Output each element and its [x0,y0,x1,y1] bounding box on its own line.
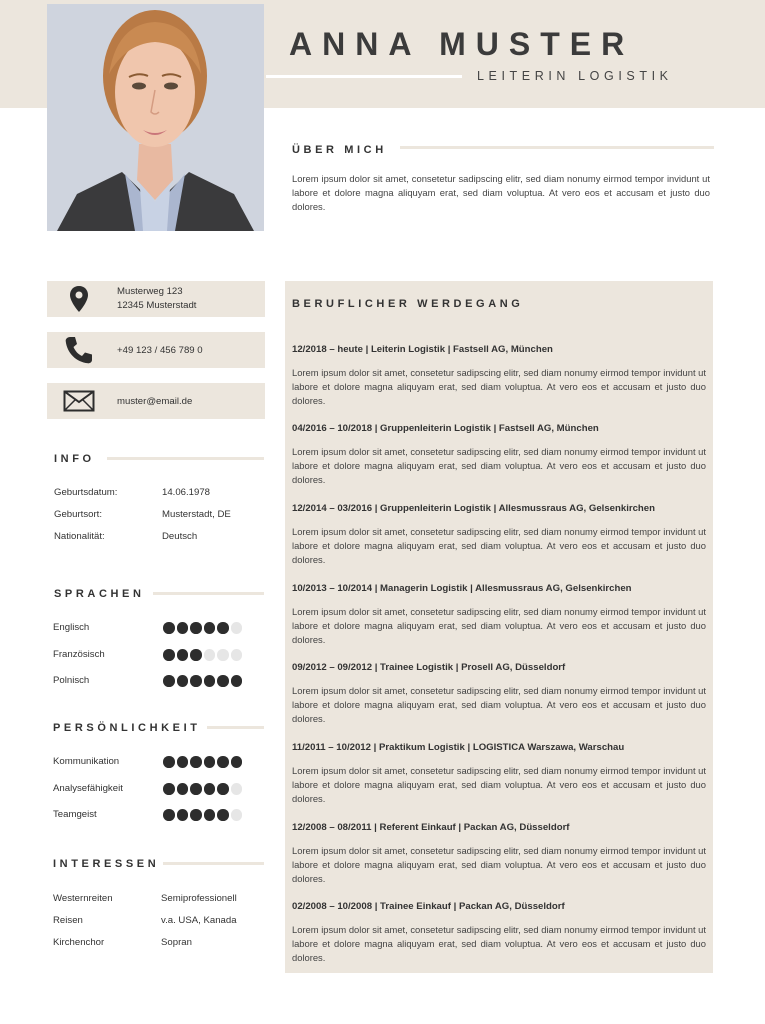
skill-rating [163,809,242,821]
personality-heading: PERSÖNLICHKEIT [53,722,201,734]
career-entry [292,344,706,408]
language-row: Polnisch [53,675,268,689]
career-entry-text: Lorem ipsum dolor sit amet, consetetur sadipscing elitr, sed diam nonumy eirmod tempor invidunt ut labore et dolore magna aliquyam erat, sed diam voluptua. At vero eos et accusam et justo duo dolores. [292,446,706,485]
career-entry-text: Lorem ipsum dolor sit amet, consetetur sadipscing elitr, sed diam nonumy eirmod tempor invidunt ut labore et dolore magna aliquyam erat, sed diam voluptua. At vero eos et accusam et justo duo dolores. [292,526,706,565]
career-entry-title: 12/2008 – 08/2011 | Referent Einkauf | Packan AG, Düsseldorf [292,822,570,833]
career-entry [292,662,706,726]
rating-dot-empty [217,649,229,661]
rating-dot-filled [177,675,189,687]
skill-rating [163,756,242,768]
about-heading: ÜBER MICH [292,144,387,156]
career-entry-title: 12/2018 – heute | Leiterin Logistik | Fastsell AG, München [292,344,553,355]
rating-dot-filled [204,809,216,821]
rating-dot-filled [177,756,189,768]
rating-dot-filled [163,675,175,687]
career-entry-title: 02/2008 – 10/2008 | Trainee Einkauf | Packan AG, Düsseldorf [292,901,565,912]
title-divider [266,75,462,78]
rating-dot-filled [190,675,202,687]
career-entry-title: 09/2012 – 09/2012 | Trainee Logistik | Prosell AG, Düsseldorf [292,662,566,673]
career-entry [292,583,706,647]
rating-dot-empty [231,783,243,795]
rating-dot-filled [231,675,243,687]
rating-dot-filled [177,783,189,795]
rating-dot-filled [204,783,216,795]
career-entry-text: Lorem ipsum dolor sit amet, consetetur sadipscing elitr, sed diam nonumy eirmod tempor invidunt ut labore et dolore magna aliquyam erat, sed diam voluptua. At vero eos et accusam et justo duo dolores. [292,685,706,724]
rating-dot-filled [177,809,189,821]
career-entry [292,503,706,567]
info-heading-rule [107,457,264,460]
rating-dot-empty [231,622,243,634]
language-row: Französisch [53,649,268,663]
rating-dot-filled [217,809,229,821]
career-entry-title: 11/2011 – 10/2012 | Praktikum Logistik | LOGISTICA Warszawa, Warschau [292,742,625,753]
contact-address [47,281,265,317]
interest-row: Kirchenchor Sopran [53,937,192,948]
languages-heading-rule [153,592,264,595]
rating-dot-filled [163,783,175,795]
career-entry-title: 10/2013 – 10/2014 | Managerin Logistik | Allesmussraus AG, Gelsenkirchen [292,583,632,594]
rating-dot-filled [163,622,175,634]
rating-dot-filled [163,649,175,661]
rating-dot-empty [204,649,216,661]
rating-dot-empty [231,809,243,821]
rating-dot-filled [190,809,202,821]
rating-dot-filled [204,675,216,687]
rating-dot-filled [163,756,175,768]
rating-dot-filled [217,756,229,768]
rating-dot-filled [177,649,189,661]
rating-dot-filled [190,622,202,634]
rating-dot-filled [177,622,189,634]
rating-dot-filled [217,783,229,795]
career-entry-text: Lorem ipsum dolor sit amet, consetetur sadipscing elitr, sed diam nonumy eirmod tempor invidunt ut labore et dolore magna aliquyam erat, sed diam voluptua. At vero eos et accusam et justo duo dolores. [292,845,706,884]
career-entry [292,423,706,487]
personality-heading-rule [207,726,264,729]
rating-dot-filled [231,756,243,768]
contact-phone [47,332,265,368]
languages-heading: SPRACHEN [54,588,145,600]
career-entry-title: 12/2014 – 03/2016 | Gruppenleiterin Logistik | Allesmussraus AG, Gelsenkirchen [292,503,655,514]
career-entry-text: Lorem ipsum dolor sit amet, consetetur sadipscing elitr, sed diam nonumy eirmod tempor invidunt ut labore et dolore magna aliquyam erat, sed diam voluptua. At vero eos et accusam et justo duo dolores. [292,367,706,406]
info-row: Geburtsdatum: 14.06.1978 [54,487,211,498]
skill-rating [163,649,242,661]
location-pin-icon [61,285,97,313]
personality-row: Analysefähigkeit [53,783,268,797]
job-title: LEITERIN LOGISTIK [477,69,673,83]
about-heading-rule [400,146,714,149]
phone-number: +49 123 / 456 789 0 [117,345,203,356]
rating-dot-filled [217,622,229,634]
info-row: Nationalität: Deutsch [54,531,198,542]
rating-dot-filled [217,675,229,687]
skill-rating [163,675,242,687]
address-line-2: 12345 Musterstadt [117,300,197,311]
phone-icon [61,335,97,365]
interests-heading-rule [163,862,264,865]
rating-dot-empty [231,649,243,661]
info-row: Geburtsort: Musterstadt, DE [54,509,231,520]
rating-dot-filled [163,809,175,821]
career-entry [292,822,706,886]
personality-row: Kommunikation [53,756,268,770]
profile-photo [47,4,264,231]
skill-rating [163,622,242,634]
rating-dot-filled [204,622,216,634]
interests-heading: INTERESSEN [53,858,160,870]
personality-row: Teamgeist [53,809,268,823]
interest-row: Reisen v.a. USA, Kanada [53,915,237,926]
career-heading: BERUFLICHER WERDEGANG [292,298,524,310]
email-address: muster@email.de [117,396,193,407]
about-text: Lorem ipsum dolor sit amet, consetetur sadipscing elitr, sed diam nonumy eirmod tempor invidunt ut labore et dolore magna aliquyam erat, sed diam voluptua. At vero eos et accusam et justo duo dolores. [292,173,710,212]
career-entry-text: Lorem ipsum dolor sit amet, consetetur sadipscing elitr, sed diam nonumy eirmod tempor invidunt ut labore et dolore magna aliquyam erat, sed diam voluptua. At vero eos et accusam et justo duo dolores. [292,606,706,645]
career-entry [292,742,706,806]
rating-dot-filled [204,756,216,768]
candidate-name: ANNA MUSTER [289,26,635,62]
career-entry-text: Lorem ipsum dolor sit amet, consetetur sadipscing elitr, sed diam nonumy eirmod tempor invidunt ut labore et dolore magna aliquyam erat, sed diam voluptua. At vero eos et accusam et justo duo dolores. [292,924,706,963]
envelope-icon [61,390,97,412]
interest-row: Westernreiten Semiprofessionell [53,893,237,904]
contact-email [47,383,265,419]
skill-rating [163,783,242,795]
language-row: Englisch [53,622,268,636]
rating-dot-filled [190,756,202,768]
career-entry-title: 04/2016 – 10/2018 | Gruppenleiterin Logistik | Fastsell AG, München [292,423,599,434]
rating-dot-filled [190,783,202,795]
career-entry-text: Lorem ipsum dolor sit amet, consetetur sadipscing elitr, sed diam nonumy eirmod tempor invidunt ut labore et dolore magna aliquyam erat, sed diam voluptua. At vero eos et accusam et justo duo dolores. [292,765,706,804]
info-heading: INFO [54,453,95,465]
career-entry [292,901,706,965]
rating-dot-filled [190,649,202,661]
address-line-1: Musterweg 123 [117,286,183,297]
